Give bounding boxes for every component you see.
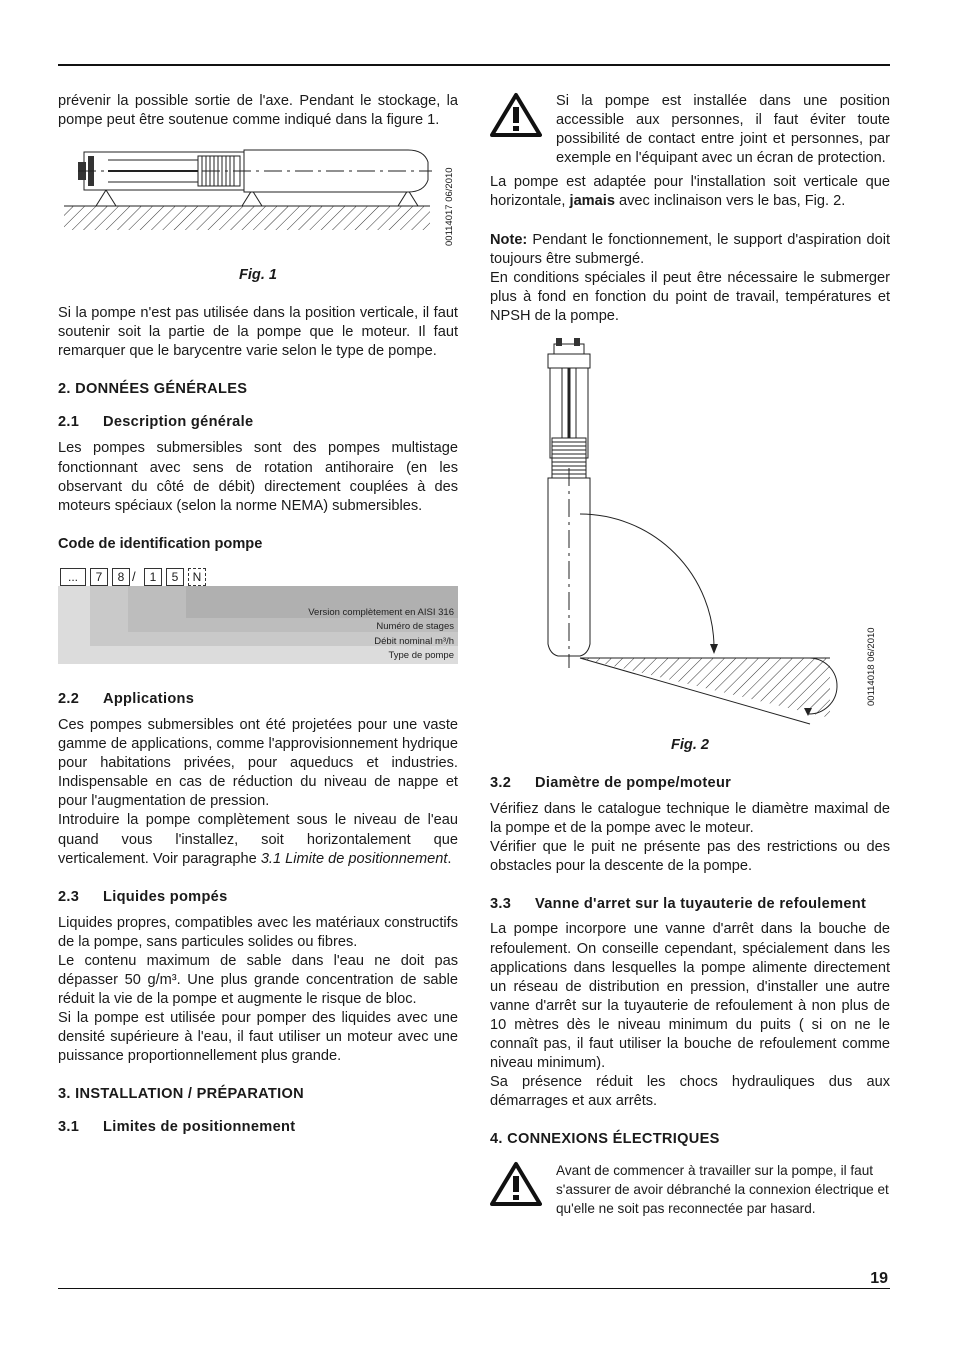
top-rule <box>58 64 890 66</box>
section-2-3-text-1: Liquides propres, compatibles avec les matériaux constructifs de la pompe, sans particules solides ou fibres. <box>58 914 458 950</box>
figure-1 <box>58 142 458 264</box>
label-type: Type de pompe <box>388 649 454 661</box>
section-3-1-title: 3.1 Limites de positionnement <box>58 1119 296 1136</box>
right-column <box>490 92 890 1218</box>
section-3-2-title: 3.2 Diamètre de pompe/moteur <box>490 775 732 792</box>
code-box-version: N <box>188 568 206 586</box>
section-3-title: 3. INSTALLATION / PRÉPARATION <box>58 1086 304 1103</box>
fig2-caption: Fig. 2 <box>670 737 710 754</box>
page-number: 19 <box>870 1270 888 1287</box>
vertical-pump-drawing <box>490 338 890 736</box>
code-box-debit-1: 7 <box>90 568 108 586</box>
vertical-paragraph: Si la pompe n'est pas utilisée dans la position verticale, il faut soutenir soit la partie de la pompe que le moteur. Il faut remarquer que le barycentre varie selon le type de pompe. <box>58 305 458 360</box>
bottom-rule <box>58 1288 890 1289</box>
warning-text-2: Avant de commencer à travailler sur la pompe, il faut s'assurer de avoir débranché la connexion électrique et qu'elle ne soit pas reconnectée par hasard. <box>556 1163 889 1217</box>
section-2-3-text-2: Le contenu maximum de sable dans l'eau ne doit pas dépasser 50 g/m³. Une plus grande concentration de sable réduit la vie de la pompe et augmente le risque de bloc. <box>58 952 458 1008</box>
intro-paragraph: prévenir la possible sortie de l'axe. Pendant le stockage, la pompe peut être soutenue comme indiqué dans la figure 1. <box>58 93 458 129</box>
section-3-2-text-2: Vérifier que le puit ne présente pas des restrictions ou des obstacles pour la descente de la pompe. <box>490 839 890 875</box>
section-2-1-title: 2.1 Description générale <box>58 414 254 431</box>
section-3-3-text-2: Sa présence réduit les chocs hydrauliques dus aux démarrages et aux arrêts. <box>490 1074 890 1110</box>
identification-code-diagram <box>58 568 458 664</box>
left-column <box>58 92 458 1137</box>
code-box-stages-2: 5 <box>166 568 184 586</box>
code-separator: / <box>132 568 136 584</box>
fig1-caption: Fig. 1 <box>238 267 278 284</box>
section-2-1-text: Les pompes submersibles sont des pompes multistage fonctionnant avec sens de rotation antihoraire (en les observant du côté de débit) directement couplées à des moteurs spéciaux (selon la norme NEMA) submersibles. <box>58 440 458 514</box>
horizontal-pump-drawing <box>58 142 458 264</box>
label-version: Version complètement en AISI 316 <box>308 606 454 618</box>
figure-2 <box>490 338 890 736</box>
code-box-stages-1: 1 <box>144 568 162 586</box>
label-debit: Débit nominal m³/h <box>374 635 454 647</box>
code-box-type: ... <box>60 568 86 586</box>
fig1-code: 00114017 06/2010 <box>444 167 455 247</box>
section-2-title: 2. DONNÉES GÉNÉRALES <box>58 381 248 398</box>
warning-text-1: Si la pompe est installée dans une position accessible aux personnes, il faut éviter toute possibilité de contact entre joint et personnes, par exemple en l'équipant avec un écran de protection. <box>556 93 890 167</box>
fig2-code: 00114018 06/2010 <box>866 627 877 707</box>
section-2-2-text-2: Introduire la pompe complètement sous le niveau de l'eau quand vous l'installez, soit horizontalement que verticalement. Voir paragraphe 3.1 Limite de positionnement. <box>58 812 458 867</box>
section-3-3-title: 3.3 Vanne d'arret sur la tuyauterie de refoulement <box>490 896 867 913</box>
warning-block-2 <box>490 1161 890 1218</box>
adaptation-paragraph: La pompe est adaptée pour l'installation soit verticale que horizontale, jamais avec inclinaison vers le bas, Fig. 2. <box>490 174 890 210</box>
section-3-2-text-1: Vérifiez dans le catalogue technique le diamètre maximal de la pompe et de la pompe avec le moteur. <box>490 801 890 837</box>
warning-block-1 <box>490 92 890 168</box>
warning-icon <box>490 1161 542 1218</box>
code-title: Code de identification pompe <box>58 535 263 552</box>
conditions-paragraph: En conditions spéciales il peut être nécessaire le submerger plus à fond en fonction du point de travail, températures et NPSH de la pompe. <box>490 269 890 324</box>
section-2-2-text-1: Ces pompes submersibles ont été projetées pour une vaste gamme de applications, comme l'approvisionnement hydrique pour habitations privées, pour aqueducs et industries. Indispensable en cas de réduction du niveau de nappe et pour l'augmentation de pression. <box>58 716 458 810</box>
code-box-debit-2: 8 <box>112 568 130 586</box>
note-paragraph: Note: Pendant le fonctionnement, le support d'aspiration doit toujours être submergé. <box>490 231 890 267</box>
label-stages: Numéro de stages <box>376 620 454 632</box>
section-2-3-text-3: Si la pompe est utilisée pour pomper des liquides avec une densité supérieure à l'eau, il faut utiliser un moteur avec une puissance proportionnellement plus grande. <box>58 1010 458 1065</box>
section-3-3-text-1: La pompe incorpore une vanne d'arrêt dans la bouche de refoulement. On conseille cependant, spécialement dans les applications dans lesquelles la pompe alimente directement un réseau de distribution en pression, d'installer une autre vanne d'arrêt sur la tuyauterie de refoulement à non plus de 10 mètres dès le niveau minimum du puits ( si on ne le connaît pas, il faut utiliser la bouche de refoulement comme niveau minimum). <box>490 921 890 1072</box>
section-4-title: 4. CONNEXIONS ÉLECTRIQUES <box>490 1131 720 1148</box>
warning-icon <box>490 92 542 168</box>
section-2-3-title: 2.3 Liquides pompés <box>58 888 228 905</box>
section-2-2-title: 2.2 Applications <box>58 690 195 707</box>
